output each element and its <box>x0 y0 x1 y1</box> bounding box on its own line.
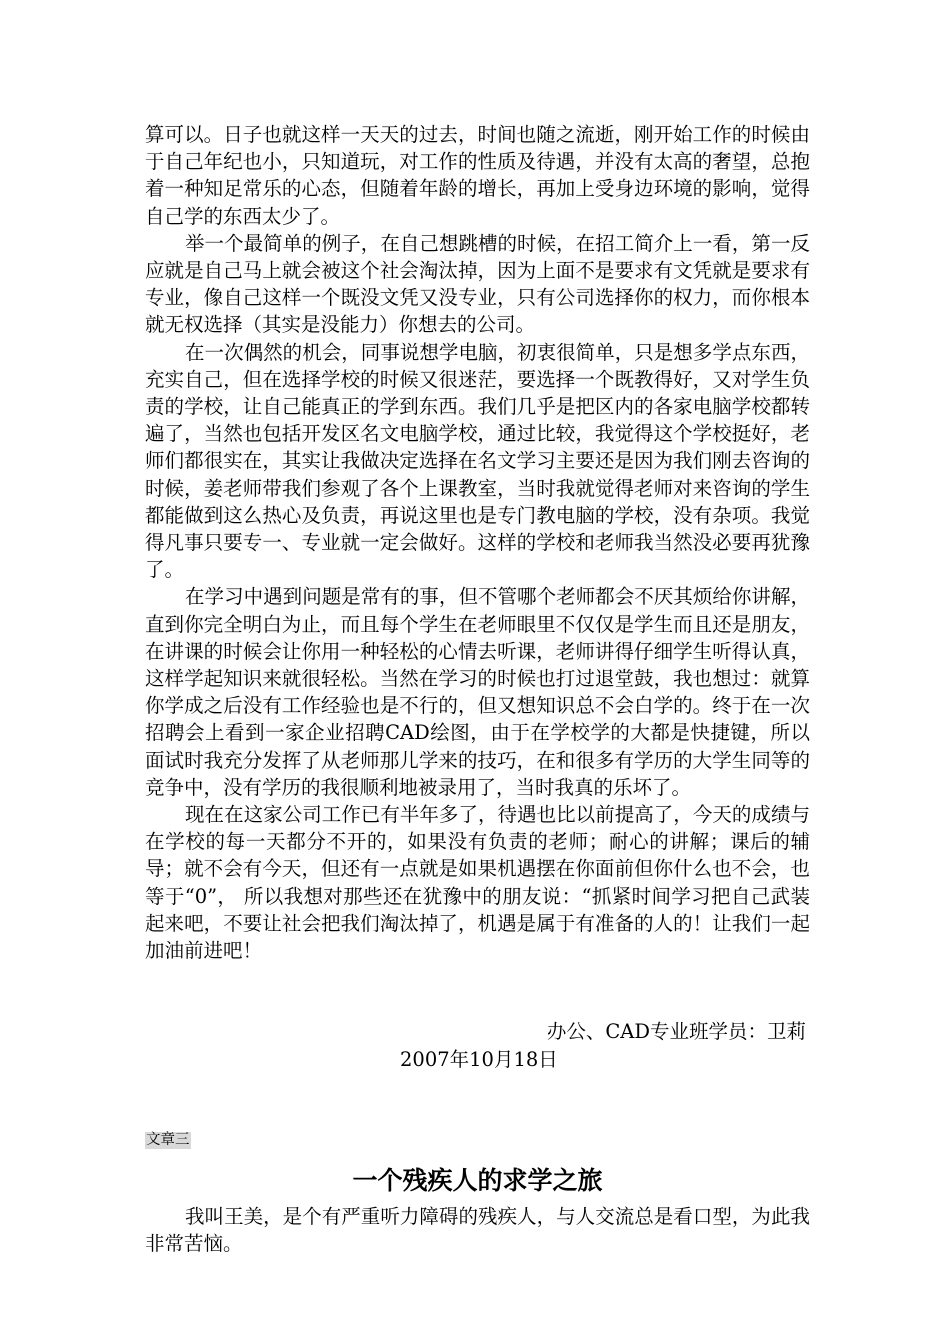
paragraph-2: 举一个最简单的例子，在自己想跳槽的时候，在招工简介上一看，第一反应就是自己马上就会被这个社会淘汰掉，因为上面不是要求有文凭就是要求有专业，像自己这样一个既没文凭又没专业，只有公司选择你的权力，而你根本就无权选择（其实是没能力）你想去的公司。 <box>145 231 810 337</box>
text-column <box>145 121 810 1257</box>
paragraph-3: 在一次偶然的机会，同事说想学电脑，初衷很简单，只是想多学点东西，充实自己，但在选择学校的时候又很迷茫，要选择一个既教得好，又对学生负责的学校，让自己能真正的学到东西。我们几乎是把区内的各家电脑学校都转遍了，当然也包括开发区名文电脑学校，通过比较，我觉得这个学校挺好，老师们都很实在，其实让我做决定选择在名文学习主要还是因为我们刚去咨询的时候，姜老师带我们参观了各个上课教室，当时我就觉得老师对来咨询的学生都能做到这么热心及负责，再说这里也是专门教电脑的学校，没有杂项。我觉得凡事只要专一、专业就一定会做好。这样的学校和老师我当然没必要再犹豫了。 <box>145 340 810 582</box>
signature: 办公、CAD专业班学员：卫莉 <box>546 1020 806 1044</box>
section-tag: 文章三 <box>146 1131 190 1148</box>
paragraph-5: 现在在这家公司工作已有半年多了，待遇也比以前提高了，今天的成绩与在学校的每一天都分不开的，如果没有负责的老师；耐心的讲解；课后的辅导；就不会有今天，但还有一点就是如果机遇摆在你面前但你什么也不会，也等于“0”， 所以我想对那些还在犹豫中的朋友说：“抓紧时间学习把自己武装起来吧，不要让社会把我们淘汰掉了，机遇是属于有准备的人的！让我们一起加油前进吧！ <box>145 803 810 963</box>
article-title: 一个残疾人的求学之旅 <box>352 1165 603 1195</box>
paragraph-1: 算可以。日子也就这样一天天的过去，时间也随之流逝，刚开始工作的时候由于自己年纪也小，只知道玩，对工作的性质及待遇，并没有太高的奢望，总抱着一种知足常乐的心态，但随着年龄的增长，再加上受身边环境的影响，觉得自己学的东西太少了。 <box>145 123 810 228</box>
spacer <box>145 1073 810 1129</box>
spacer <box>145 964 810 1018</box>
signature-date: 2007年10月18日 <box>400 1047 558 1071</box>
paragraph-4: 在学习中遇到问题是常有的事，但不管哪个老师都会不厌其烦给你讲解，直到你完全明白为止，而且每个学生在老师眼里不仅仅是学生而且还是朋友，在讲课的时候会让你用一种轻松的心情去听课，老师讲得仔细学生听得认真，这样学起知识来就很轻松。当然在学习的时候也打过退堂鼓，我也想过：就算你学成之后没有工作经验也是不行的，但又想知识总不会白学的。终于在一次招聘会上看到一家企业招聘CAD绘图，由于在学校学的大都是快捷键，所以面试时我充分发挥了从老师那儿学来的技巧，在和很多有学历的大学生同等的竞争中，没有学历的我很顺利地被录用了，当时我真的乐坏了。 <box>145 585 810 799</box>
article-paragraph-1: 我叫王美，是个有严重听力障碍的残疾人，与人交流总是看口型，为此我非常苦恼。 <box>145 1204 810 1255</box>
